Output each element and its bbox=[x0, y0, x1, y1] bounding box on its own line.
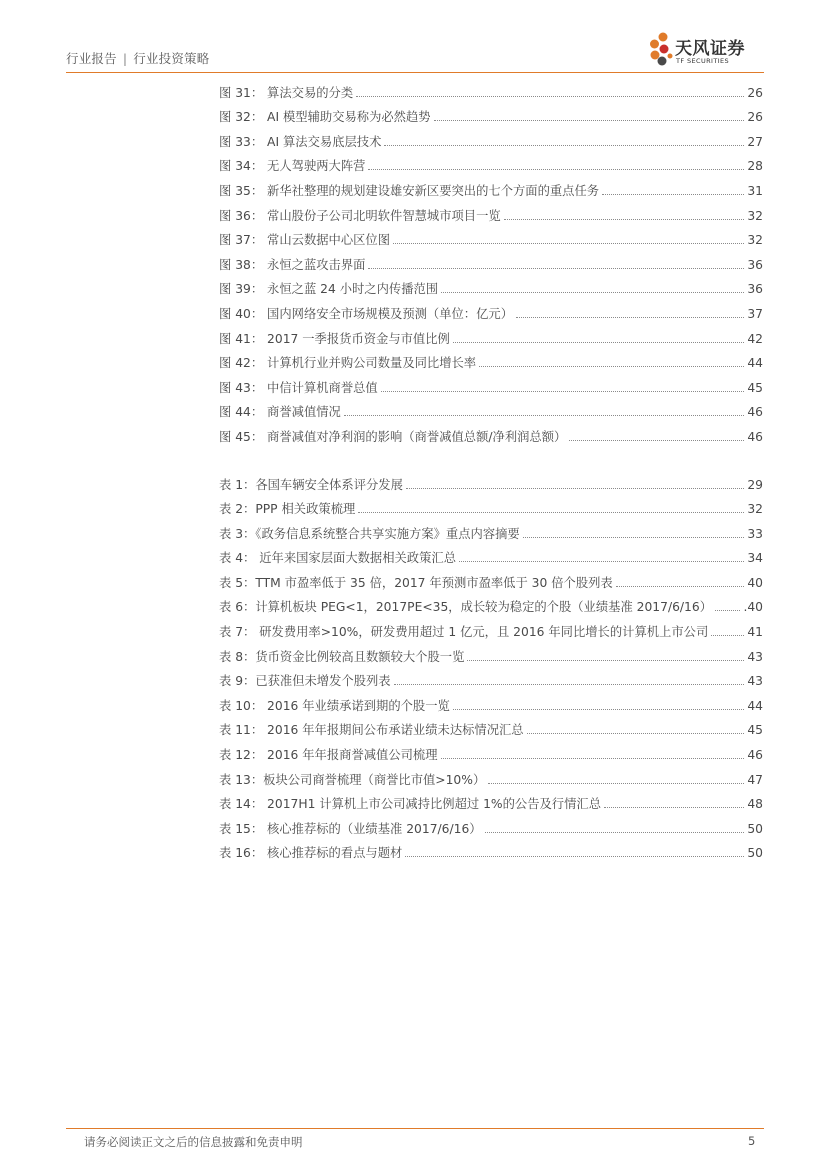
report-category bbox=[66, 49, 209, 67]
dot-leader bbox=[523, 537, 745, 538]
toc-entry-page: 27 bbox=[747, 134, 763, 149]
toc-entry-label: 表 15： 核心推荐标的（业绩基准 2017/6/16） bbox=[219, 821, 482, 836]
dot-leader bbox=[453, 342, 745, 343]
toc-entry-label: 表 2：PPP 相关政策梳理 bbox=[219, 502, 356, 517]
toc-entry-page: 45 bbox=[747, 723, 763, 738]
logo-wordmark: 天风证券 bbox=[675, 39, 745, 59]
dot-leader bbox=[441, 292, 744, 293]
figure-entry[interactable] bbox=[219, 224, 763, 249]
header-separator: | bbox=[122, 51, 128, 66]
toc-entry-label: 表 3：《政务信息系统整合共享实施方案》重点内容摘要 bbox=[219, 526, 520, 541]
toc-entry-label: 表 1：各国车辆安全体系评分发展 bbox=[219, 477, 403, 492]
table-entry[interactable] bbox=[219, 812, 763, 837]
flower-logo-icon bbox=[649, 30, 673, 72]
report-subtype: 行业投资策略 bbox=[133, 51, 210, 66]
company-logo bbox=[649, 30, 769, 72]
dot-leader bbox=[356, 96, 744, 97]
table-entry[interactable] bbox=[219, 788, 763, 813]
figure-entry[interactable] bbox=[219, 322, 763, 347]
table-entry[interactable] bbox=[219, 517, 763, 542]
toc-entry-label: 图 31： 算法交易的分类 bbox=[219, 85, 354, 100]
toc-entry-label: 表 14： 2017H1 计算机上市公司减持比例超过 1%的公告及行情汇总 bbox=[219, 797, 601, 812]
toc-entry-page: 26 bbox=[747, 85, 763, 100]
toc-entry-page: 43 bbox=[747, 649, 763, 664]
toc-entry-label: 图 44： 商誉减值情况 bbox=[219, 405, 341, 420]
toc-entry-page: 32 bbox=[747, 502, 763, 517]
toc-entry-page: 48 bbox=[747, 797, 763, 812]
dot-leader bbox=[569, 440, 744, 441]
toc-entry-label: 图 40： 国内网络安全市场规模及预测（单位：亿元） bbox=[219, 306, 513, 321]
dot-leader bbox=[344, 415, 745, 416]
figure-entry[interactable] bbox=[219, 199, 763, 224]
table-entry[interactable] bbox=[219, 493, 763, 518]
table-entry[interactable] bbox=[219, 542, 763, 567]
toc-entry-label: 表 4： 近年来国家层面大数据相关政策汇总 bbox=[219, 551, 456, 566]
toc-entry-label: 表 16： 核心推荐标的看点与题材 bbox=[219, 846, 403, 861]
toc-entry-page: 28 bbox=[747, 159, 763, 174]
dot-leader bbox=[479, 366, 744, 367]
figure-entry[interactable] bbox=[219, 248, 763, 273]
dot-leader bbox=[406, 488, 744, 489]
footer-disclaimer: 请务必阅读正文之后的信息披露和免责申明 bbox=[84, 1135, 303, 1149]
dot-leader bbox=[434, 120, 745, 121]
toc-entry-page: 31 bbox=[747, 183, 763, 198]
toc-entry-label: 图 39： 永恒之蓝 24 小时之内传播范围 bbox=[219, 282, 439, 297]
toc-entry-label: 图 36： 常山股份子公司北明软件智慧城市项目一览 bbox=[219, 208, 501, 223]
toc-entry-label: 表 11： 2016 年年报期间公布承诺业绩未达标情况汇总 bbox=[219, 723, 524, 738]
toc-entry-label: 表 5：TTM 市盈率低于 35 倍，2017 年预测市盈率低于 30 倍个股列表 bbox=[219, 575, 613, 590]
figure-entry[interactable] bbox=[219, 150, 763, 175]
dot-leader bbox=[488, 783, 744, 784]
dot-leader bbox=[527, 733, 745, 734]
toc-entry-page: 43 bbox=[747, 674, 763, 689]
toc-entry-label: 表 8：货币资金比例较高且数额较大个股一览 bbox=[219, 649, 465, 664]
dot-leader bbox=[368, 169, 744, 170]
toc-entry-page: 46 bbox=[747, 405, 763, 420]
toc-entry-page: 34 bbox=[747, 551, 763, 566]
figure-entry[interactable] bbox=[219, 125, 763, 150]
table-entry[interactable] bbox=[219, 640, 763, 665]
dot-leader bbox=[711, 635, 744, 636]
dot-leader bbox=[485, 832, 745, 833]
table-entry[interactable] bbox=[219, 689, 763, 714]
toc-entry-page: 36 bbox=[747, 282, 763, 297]
figure-entry[interactable] bbox=[219, 297, 763, 322]
footer-divider bbox=[66, 1128, 764, 1129]
toc-entry-label: 图 33： AI 算法交易底层技术 bbox=[219, 134, 382, 149]
toc-entry-page: 40 bbox=[747, 575, 763, 590]
table-entry[interactable] bbox=[219, 665, 763, 690]
figure-entry[interactable] bbox=[219, 347, 763, 372]
toc-entry-page: 44 bbox=[747, 356, 763, 371]
table-entry[interactable] bbox=[219, 591, 763, 616]
section-gap bbox=[219, 445, 763, 468]
table-of-contents bbox=[219, 76, 763, 861]
page-number: 5 bbox=[748, 1134, 756, 1148]
toc-entry-page: 42 bbox=[747, 331, 763, 346]
toc-entry-page: 46 bbox=[747, 429, 763, 444]
toc-entry-page: 47 bbox=[747, 772, 763, 787]
toc-entry-label: 表 6：计算机板块 PEG<1，2017PE<35，成长较为稳定的个股（业绩基准 2017/6/16） bbox=[219, 600, 712, 615]
figure-entry[interactable] bbox=[219, 101, 763, 126]
toc-entry-page: 41 bbox=[747, 625, 763, 640]
figure-entry[interactable] bbox=[219, 174, 763, 199]
table-entry[interactable] bbox=[219, 468, 763, 493]
figure-entry[interactable] bbox=[219, 273, 763, 298]
table-entry[interactable] bbox=[219, 714, 763, 739]
figure-entry[interactable] bbox=[219, 371, 763, 396]
table-entry[interactable] bbox=[219, 566, 763, 591]
toc-entry-label: 图 32： AI 模型辅助交易称为必然趋势 bbox=[219, 110, 431, 125]
toc-entry-page: 44 bbox=[747, 698, 763, 713]
toc-entry-page: .40 bbox=[743, 600, 763, 615]
dot-leader bbox=[453, 709, 745, 710]
table-entry[interactable] bbox=[219, 763, 763, 788]
dot-leader bbox=[368, 268, 744, 269]
toc-entry-page: 50 bbox=[747, 821, 763, 836]
toc-entry-label: 表 9：已获准但未增发个股列表 bbox=[219, 674, 391, 689]
toc-entry-label: 图 42： 计算机行业并购公司数量及同比增长率 bbox=[219, 356, 477, 371]
dot-leader bbox=[467, 660, 744, 661]
dot-leader bbox=[405, 856, 744, 857]
dot-leader bbox=[604, 807, 744, 808]
toc-entry-page: 32 bbox=[747, 233, 763, 248]
dot-leader bbox=[459, 561, 744, 562]
dot-leader bbox=[504, 219, 745, 220]
dot-leader bbox=[616, 586, 745, 587]
dot-leader bbox=[393, 243, 744, 244]
toc-entry-label: 图 37： 常山云数据中心区位图 bbox=[219, 233, 391, 248]
table-entry[interactable] bbox=[219, 738, 763, 763]
dot-leader bbox=[516, 317, 744, 318]
table-list bbox=[219, 468, 763, 862]
dot-leader bbox=[384, 145, 744, 146]
toc-entry-label: 图 41： 2017 一季报货币资金与市值比例 bbox=[219, 331, 450, 346]
toc-entry-page: 50 bbox=[747, 846, 763, 861]
dot-leader bbox=[441, 758, 745, 759]
toc-entry-page: 32 bbox=[747, 208, 763, 223]
toc-entry-page: 29 bbox=[747, 477, 763, 492]
toc-entry-label: 表 13：板块公司商誉梳理（商誉比市值>10%） bbox=[219, 772, 486, 787]
dot-leader bbox=[602, 194, 744, 195]
report-type: 行业报告 bbox=[66, 51, 117, 66]
dot-leader bbox=[715, 610, 740, 611]
toc-entry-page: 33 bbox=[747, 526, 763, 541]
toc-entry-page: 45 bbox=[747, 380, 763, 395]
figure-entry[interactable] bbox=[219, 396, 763, 421]
toc-entry-label: 表 7： 研发费用率>10%，研发费用超过 1 亿元，且 2016 年同比增长的计算机上市公司 bbox=[219, 625, 709, 640]
toc-entry-label: 图 35： 新华社整理的规划建设雄安新区要突出的七个方面的重点任务 bbox=[219, 183, 600, 198]
toc-entry-page: 46 bbox=[747, 748, 763, 763]
toc-entry-label: 图 45： 商誉减值对净利润的影响（商誉减值总额/净利润总额） bbox=[219, 429, 567, 444]
dot-leader bbox=[381, 391, 745, 392]
toc-entry-label: 图 34： 无人驾驶两大阵营 bbox=[219, 159, 366, 174]
dot-leader bbox=[358, 512, 744, 513]
logo-english: TF SECURITIES bbox=[676, 57, 730, 65]
toc-entry-label: 表 10： 2016 年业绩承诺到期的个股一览 bbox=[219, 698, 450, 713]
toc-entry-page: 36 bbox=[747, 257, 763, 272]
toc-entry-label: 图 43： 中信计算机商誉总值 bbox=[219, 380, 378, 395]
header-divider bbox=[66, 72, 764, 73]
figure-entry[interactable] bbox=[219, 420, 763, 445]
table-entry[interactable] bbox=[219, 615, 763, 640]
dot-leader bbox=[394, 684, 745, 685]
figure-list bbox=[219, 76, 763, 445]
toc-entry-page: 37 bbox=[747, 306, 763, 321]
toc-entry-label: 图 38： 永恒之蓝攻击界面 bbox=[219, 257, 366, 272]
figure-entry[interactable] bbox=[219, 76, 763, 101]
table-entry[interactable] bbox=[219, 837, 763, 862]
toc-entry-label: 表 12： 2016 年年报商誉减值公司梳理 bbox=[219, 748, 438, 763]
toc-entry-page: 26 bbox=[747, 110, 763, 125]
